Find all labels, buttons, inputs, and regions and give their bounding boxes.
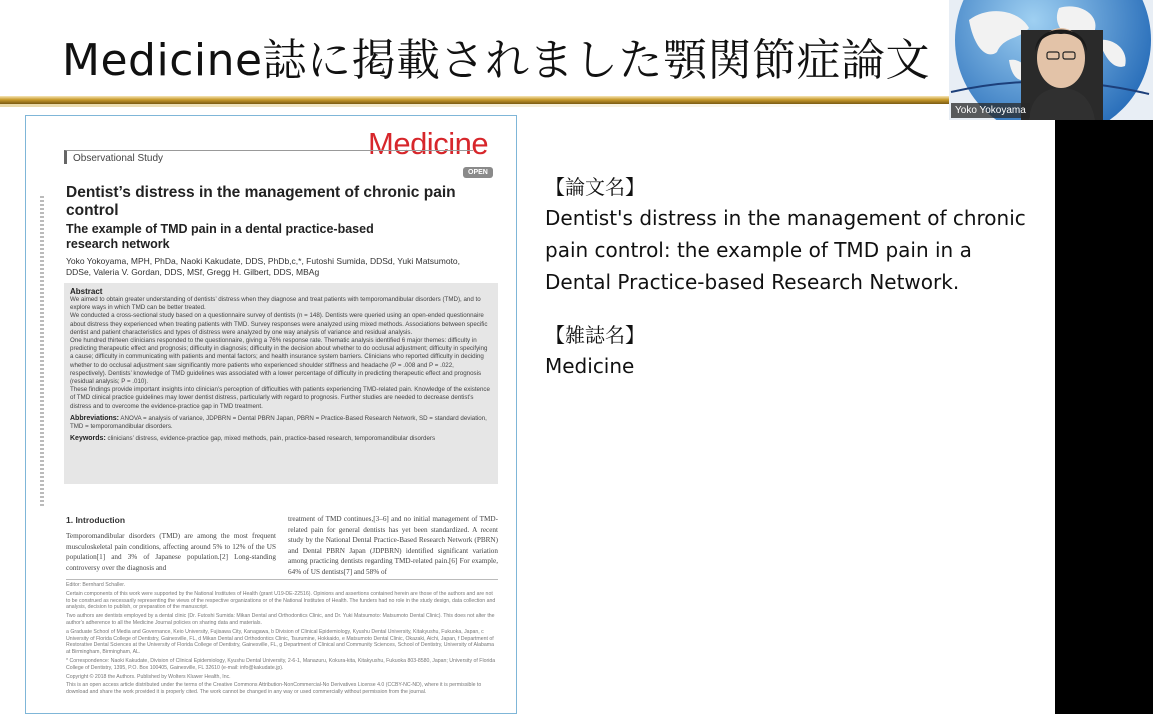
paper-info-panel xyxy=(545,172,1035,382)
footnote: a Graduate School of Media and Governance, Keio University, Fujisawa City, Kanagawa, b Division of Clinical Epidemiology, Kyushu Dental University, Kitakyushu, Fukuoka, Japan, c University of Florida College of Dentistry, Gainesville, FL, d Mikan Dental and Orthodontics Clinic, Tsurumine, Hokkaido, e Matsumoto Dental Clinic, Okazaki, Aichi, Japan, f Department of Restorative Dental Sciences at the University of Florida College of Dentistry, Gainesville, FL, g Department of Clinical and Community Sciences, School of Dentistry, University of Alabama at Birmingham, Birmingham, AL. xyxy=(66,628,494,656)
slide-title: Medicine誌に掲載されました顎関節症論文 xyxy=(62,35,931,86)
footnote: * Correspondence: Naoki Kakudate, Division of Clinical Epidemiology, Kyushu Dental University, 2-6-1, Manazuru, Kokura-kita, Kitakyushu, Fukuoka 803-8580, Japan; University of Florida College of Dentistry, 1395, P.O. Box 100405, Gainesville, FL 32610 (e-mail: info@kakudate.jp). xyxy=(66,657,496,671)
abstract-paragraph: We aimed to obtain greater understanding of dentists’ distress when they diagnose and treat patients with temporomandibular disorders (TMD), and to explore ways in which TMD can be better treated. xyxy=(70,296,481,312)
black-side-panel xyxy=(1055,120,1153,714)
abstract-text xyxy=(70,296,492,411)
abbreviations-text: ANOVA = analysis of variance, JDPBRN = Dental PBRN Japan, PBRN = Practice-Based Research Network, SD = standard deviation, TMD = temporomandibular disorders. xyxy=(70,414,487,431)
abstract-paragraph: These findings provide important insights into clinician’s perception of difficulties with patients experiencing TMD-related pain. Knowledge of the existence of TMD clinical practice guidelines may lower dentist distress, particularly with regard to prognosis. Further studies are needed to decrease dentist’s distress and to overcome the evidence-practice gap in TMD treatment. xyxy=(70,386,490,410)
keywords-label: Keywords: xyxy=(70,435,106,443)
side-margin-bar xyxy=(40,196,44,506)
paper-title-text: Dentist's distress in the management of chronic pain control: the example of TMD pain in a Dental Practice-based Research Network. xyxy=(545,206,1026,294)
abstract-paragraph: We conducted a cross-sectional study based on a questionnaire survey of dentists (n = 148). Dentists were queried using an open-ended questionnaire about distress they experienced when treating patients with TMD. Survey responses were analyzed using mixed methods. Associations between specific dentist and patient characteristics and types of distress were analyzed by one way analysis of variance and residual analysis. xyxy=(70,312,488,336)
globe-logo-icon xyxy=(949,0,1153,120)
footnote: Editor: Bernhard Schaller. xyxy=(66,582,126,588)
paper-subtitle: The example of TMD pain in a dental practice-based research network xyxy=(66,222,374,251)
abstract-heading: Abstract xyxy=(70,287,103,296)
keywords xyxy=(70,435,492,443)
journal-logo: Medicine xyxy=(368,126,489,161)
introduction-column-2: treatment of TMD continues,[3–6] and no initial management of TMD-related pain for general dentists has yet been standardized. A recent study by the National Dental Practice-Based Research Network (PBRN) and Dental PBRN Japan (JDPBRN) identified significant variation among practicing dentists regarding TMD-related pain.[6] For example, 64% of US dentists[7] and 58% of xyxy=(288,515,498,576)
paper-title-heading: 【論文名】 xyxy=(545,175,645,199)
footnote: This is an open access article distributed under the terms of the Creative Commons Attribution-NonCommercial-No Derivatives License 4.0 (CCBY-NC-ND), where it is permissible to download and share the work provided it is properly cited. The work cannot be changed in any way or used commercially without permission from the journal. xyxy=(66,682,482,696)
paper-first-page xyxy=(25,115,517,714)
participant-name-label: Yoko Yokoyama xyxy=(951,103,1030,118)
journal-name: Medicine xyxy=(545,354,635,378)
footnote: Certain components of this work were supported by the National Institutes of Health (grant U19-DE-22516). Opinions and assertions contained herein are those of the authors and are not to be construed as necessarily representing the views of the respective organizations or of the National Institutes of Health. The funders had no role in the study design, data collection and analysis, decision to publish, or preparation of the manuscript. xyxy=(66,590,496,611)
article-type: Observational Study xyxy=(64,150,473,164)
footnote: Copyright © 2018 the Authors. Published by Wolters Kluwer Health, Inc. xyxy=(66,673,231,680)
abstract-box xyxy=(64,283,498,484)
paper-title: Dentist’s distress in the management of chronic pain control xyxy=(66,184,456,219)
title-underline-shadow xyxy=(0,104,960,107)
introduction-heading: 1. Introduction xyxy=(66,515,126,525)
journal-heading: 【雑誌名】 xyxy=(545,323,645,347)
title-underline xyxy=(0,96,960,104)
footnote: Two authors are dentists employed by a dental clinic (Dr. Futoshi Sumida: Mikan Dental and Orthodontics Clinic, and Dr. Yuki Matsumoto: Matsumoto Dental Clinic). This does not alter the author's adherence to all the Medicine Journal policies on sharing data and materials. xyxy=(66,613,495,626)
paper-authors: Yoko Yokoyama, MPH, PhDa, Naoki Kakudate, DDS, PhDb,c,*, Futoshi Sumida, DDSd, Yuki Matsumoto, DDSe, Valeria V. Gordan, DDS, MSf, Gregg H. Gilbert, DDS, MBAg xyxy=(66,256,461,277)
footnotes xyxy=(66,579,498,698)
abbreviations-label: Abbreviations: xyxy=(70,414,120,422)
keywords-text: clinicians’ distress, evidence-practice gap, mixed methods, pain, practice-based research, temporomandibular disorders xyxy=(107,435,436,443)
abstract-paragraph: One hundred thirteen clinicians responded to the questionnaire, giving a 76% response rate. Thematic analysis identified 6 major themes: difficulty in predicting therapeutic effect and prognosis; difficulty in diagnosis; difficulty in the decision about whether to do occlusal adjustment; difficulty in specifying a cause; difficulty in communicating with patients and mental factors; and health insurance system barriers. Clinicians who reported difficulty in deciding whether to do occlusal adjustment saw significantly more patients who experienced shoulder stiffness and headache (P = .008 and P = .022, respectively). Dentists’ knowledge of TMD guidelines was associated with a lower percentage of difficulty in predicting therapeutic effect and prognosis (residual analysis; P = .010). xyxy=(70,337,488,386)
open-access-badge: OPEN xyxy=(463,167,493,178)
introduction-column-1: Temporomandibular disorders (TMD) are among the most frequent musculoskeletal pain conditions, affecting around 5% to 12% of the US population[1] and 3% of Japanese population.[2] Long-standing controversy over the diagnosis and xyxy=(66,532,276,572)
webcam-video xyxy=(949,0,1153,120)
abbreviations xyxy=(70,415,492,431)
